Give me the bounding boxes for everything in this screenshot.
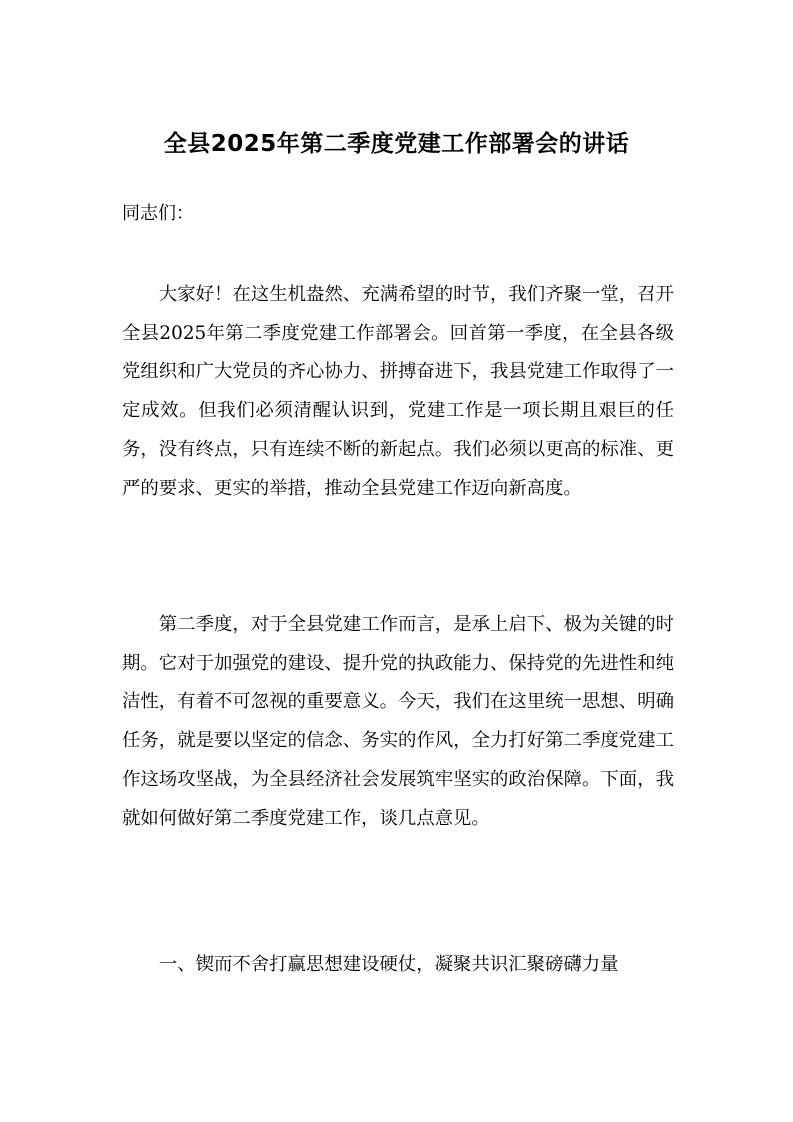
document-title: 全县2025年第二季度党建工作部署会的讲话 (163, 131, 630, 157)
paragraph-second-quarter: 第二季度，对于全县党建工作而言，是承上启下、极为关键的时期。它对于加强党的建设、提升党的执政能力、保持党的先进性和纯洁性，有着不可忽视的重要意义。今天，我们在这里统一思想、明确任务，就是要以坚定的信念、务实的作风，全力打好第二季度党建工作这场攻坚战，为全县经济社会发展筑牢坚实的政治保障。下面，我就如何做好第二季度党建工作，谈几点意见。 (122, 614, 674, 829)
section-heading-one: 一、锲而不舍打赢思想建设硬仗，凝聚共识汇聚磅礴力量 (158, 954, 619, 975)
paragraph-opening: 大家好！在这生机盎然、充满希望的时节，我们齐聚一堂，召开全县2025年第二季度党建工作部署会。回首第一季度，在全县各级党组织和广大党员的齐心协力、拼搏奋进下，我县党建工作取得了一定成效。但我们必须清醒认识到，党建工作是一项长期且艰巨的任务，没有终点，只有连续不断的新起点。我们必须以更高的标准、更严的要求、更实的举措，推动全县党建工作迈向新高度。 (122, 284, 674, 499)
salutation: 同志们： (122, 203, 194, 224)
